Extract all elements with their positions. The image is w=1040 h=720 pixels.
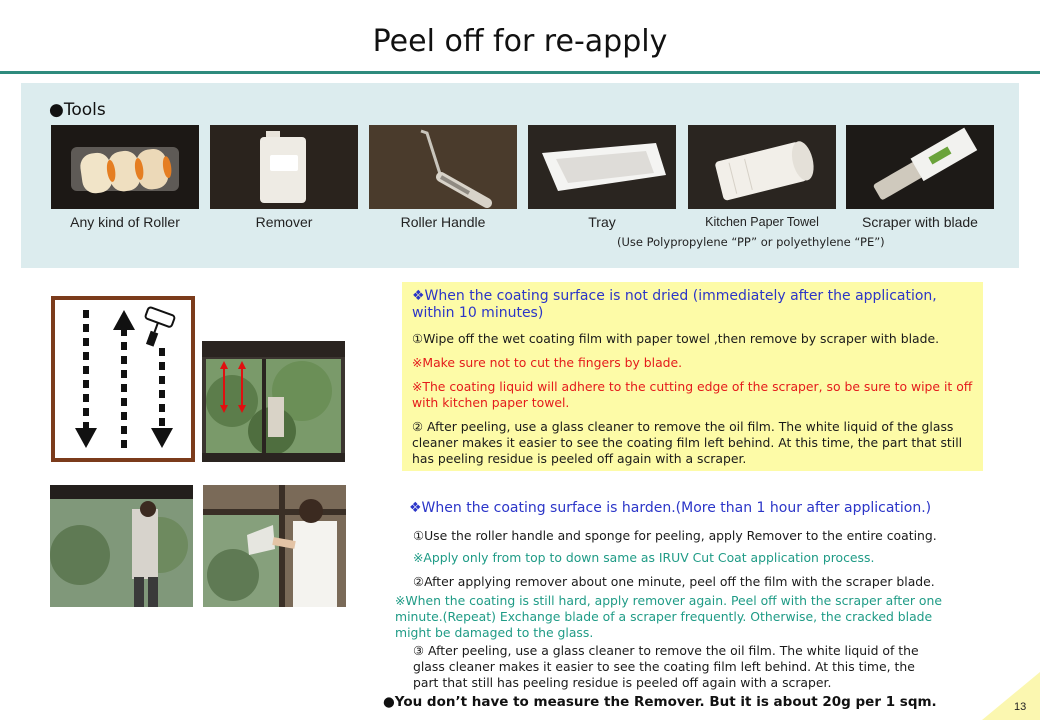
title-divider — [0, 71, 1040, 74]
tool-label-handle: Roller Handle — [400, 214, 486, 230]
tools-heading: ●Tools — [49, 100, 106, 120]
tool-label-towel: Kitchen Paper Towel — [705, 215, 819, 229]
tool-label-scraper: Scraper with blade — [862, 214, 978, 230]
page-title: Peel off for re-apply — [372, 24, 668, 59]
tray-photo — [528, 125, 676, 209]
page-number: 13 — [1014, 701, 1027, 713]
hardened-heading: ❖When the coating surface is harden.(More than 1 hour after application.) — [409, 500, 932, 516]
roller-handle-photo — [369, 125, 517, 209]
worker-photo-2 — [203, 485, 346, 607]
remover-bottle-photo — [210, 125, 358, 209]
tools-material-note: (Use Polypropylene “PP” or polyethylene “PE”) — [617, 235, 885, 249]
tool-label-roller: Any kind of Roller — [70, 214, 180, 230]
tool-label-remover: Remover — [255, 214, 313, 230]
not-dried-warning-1: ※Make sure not to cut the fingers by blade. — [412, 355, 683, 370]
roller-refills-photo — [51, 125, 199, 209]
scraper-photo — [846, 125, 994, 209]
not-dried-step-2: ② After peeling, use a glass cleaner to remove the oil film. The white liquid of the glass cleaner makes it easier to see the coating film left behind. At this time, the part that still has peeling residue is peeled off again with a scraper. — [412, 419, 963, 466]
application-direction-diagram — [51, 296, 195, 462]
page-corner-decoration — [982, 672, 1040, 720]
hardened-step-2: ②After applying remover about one minute, peel off the film with the scraper blade. — [413, 574, 935, 589]
not-dried-instructions — [402, 282, 983, 471]
remover-amount-note: ●You don’t have to measure the Remover. But it is about 20g per 1 sqm. — [383, 694, 937, 710]
not-dried-warning-2: ※The coating liquid will adhere to the cutting edge of the scraper, so be sure to wipe it off with kitchen paper towel. — [412, 379, 973, 410]
worker-photo-1 — [50, 485, 193, 607]
window-peeling-photo — [202, 341, 345, 462]
paper-towel-photo — [688, 125, 836, 209]
hardened-note-1: ※Apply only from top to down same as IRUV Cut Coat application process. — [413, 550, 875, 565]
hardened-step-3: ③ After peeling, use a glass cleaner to remove the oil film. The white liquid of the glass cleaner makes it easier to see the coating film left behind. At this time, the part that still has peeling residue is peeled off again with a scraper. — [413, 643, 919, 690]
not-dried-step-1: ①Wipe off the wet coating film with paper towel ,then remove by scraper with blade. — [412, 331, 940, 346]
not-dried-heading: ❖When the coating surface is not dried (immediately after the application, within 10 minutes) — [412, 288, 937, 321]
tools-panel — [21, 83, 1019, 268]
tool-label-tray: Tray — [588, 214, 616, 230]
hardened-step-1: ①Use the roller handle and sponge for peeling, apply Remover to the entire coating. — [413, 528, 937, 543]
hardened-note-2: ※When the coating is still hard, apply remover again. Peel off with the scraper after one minute.(Repeat) Exchange blade of a scraper frequently. Otherwise, the cracked blade might be damaged to the glass. — [395, 593, 942, 640]
